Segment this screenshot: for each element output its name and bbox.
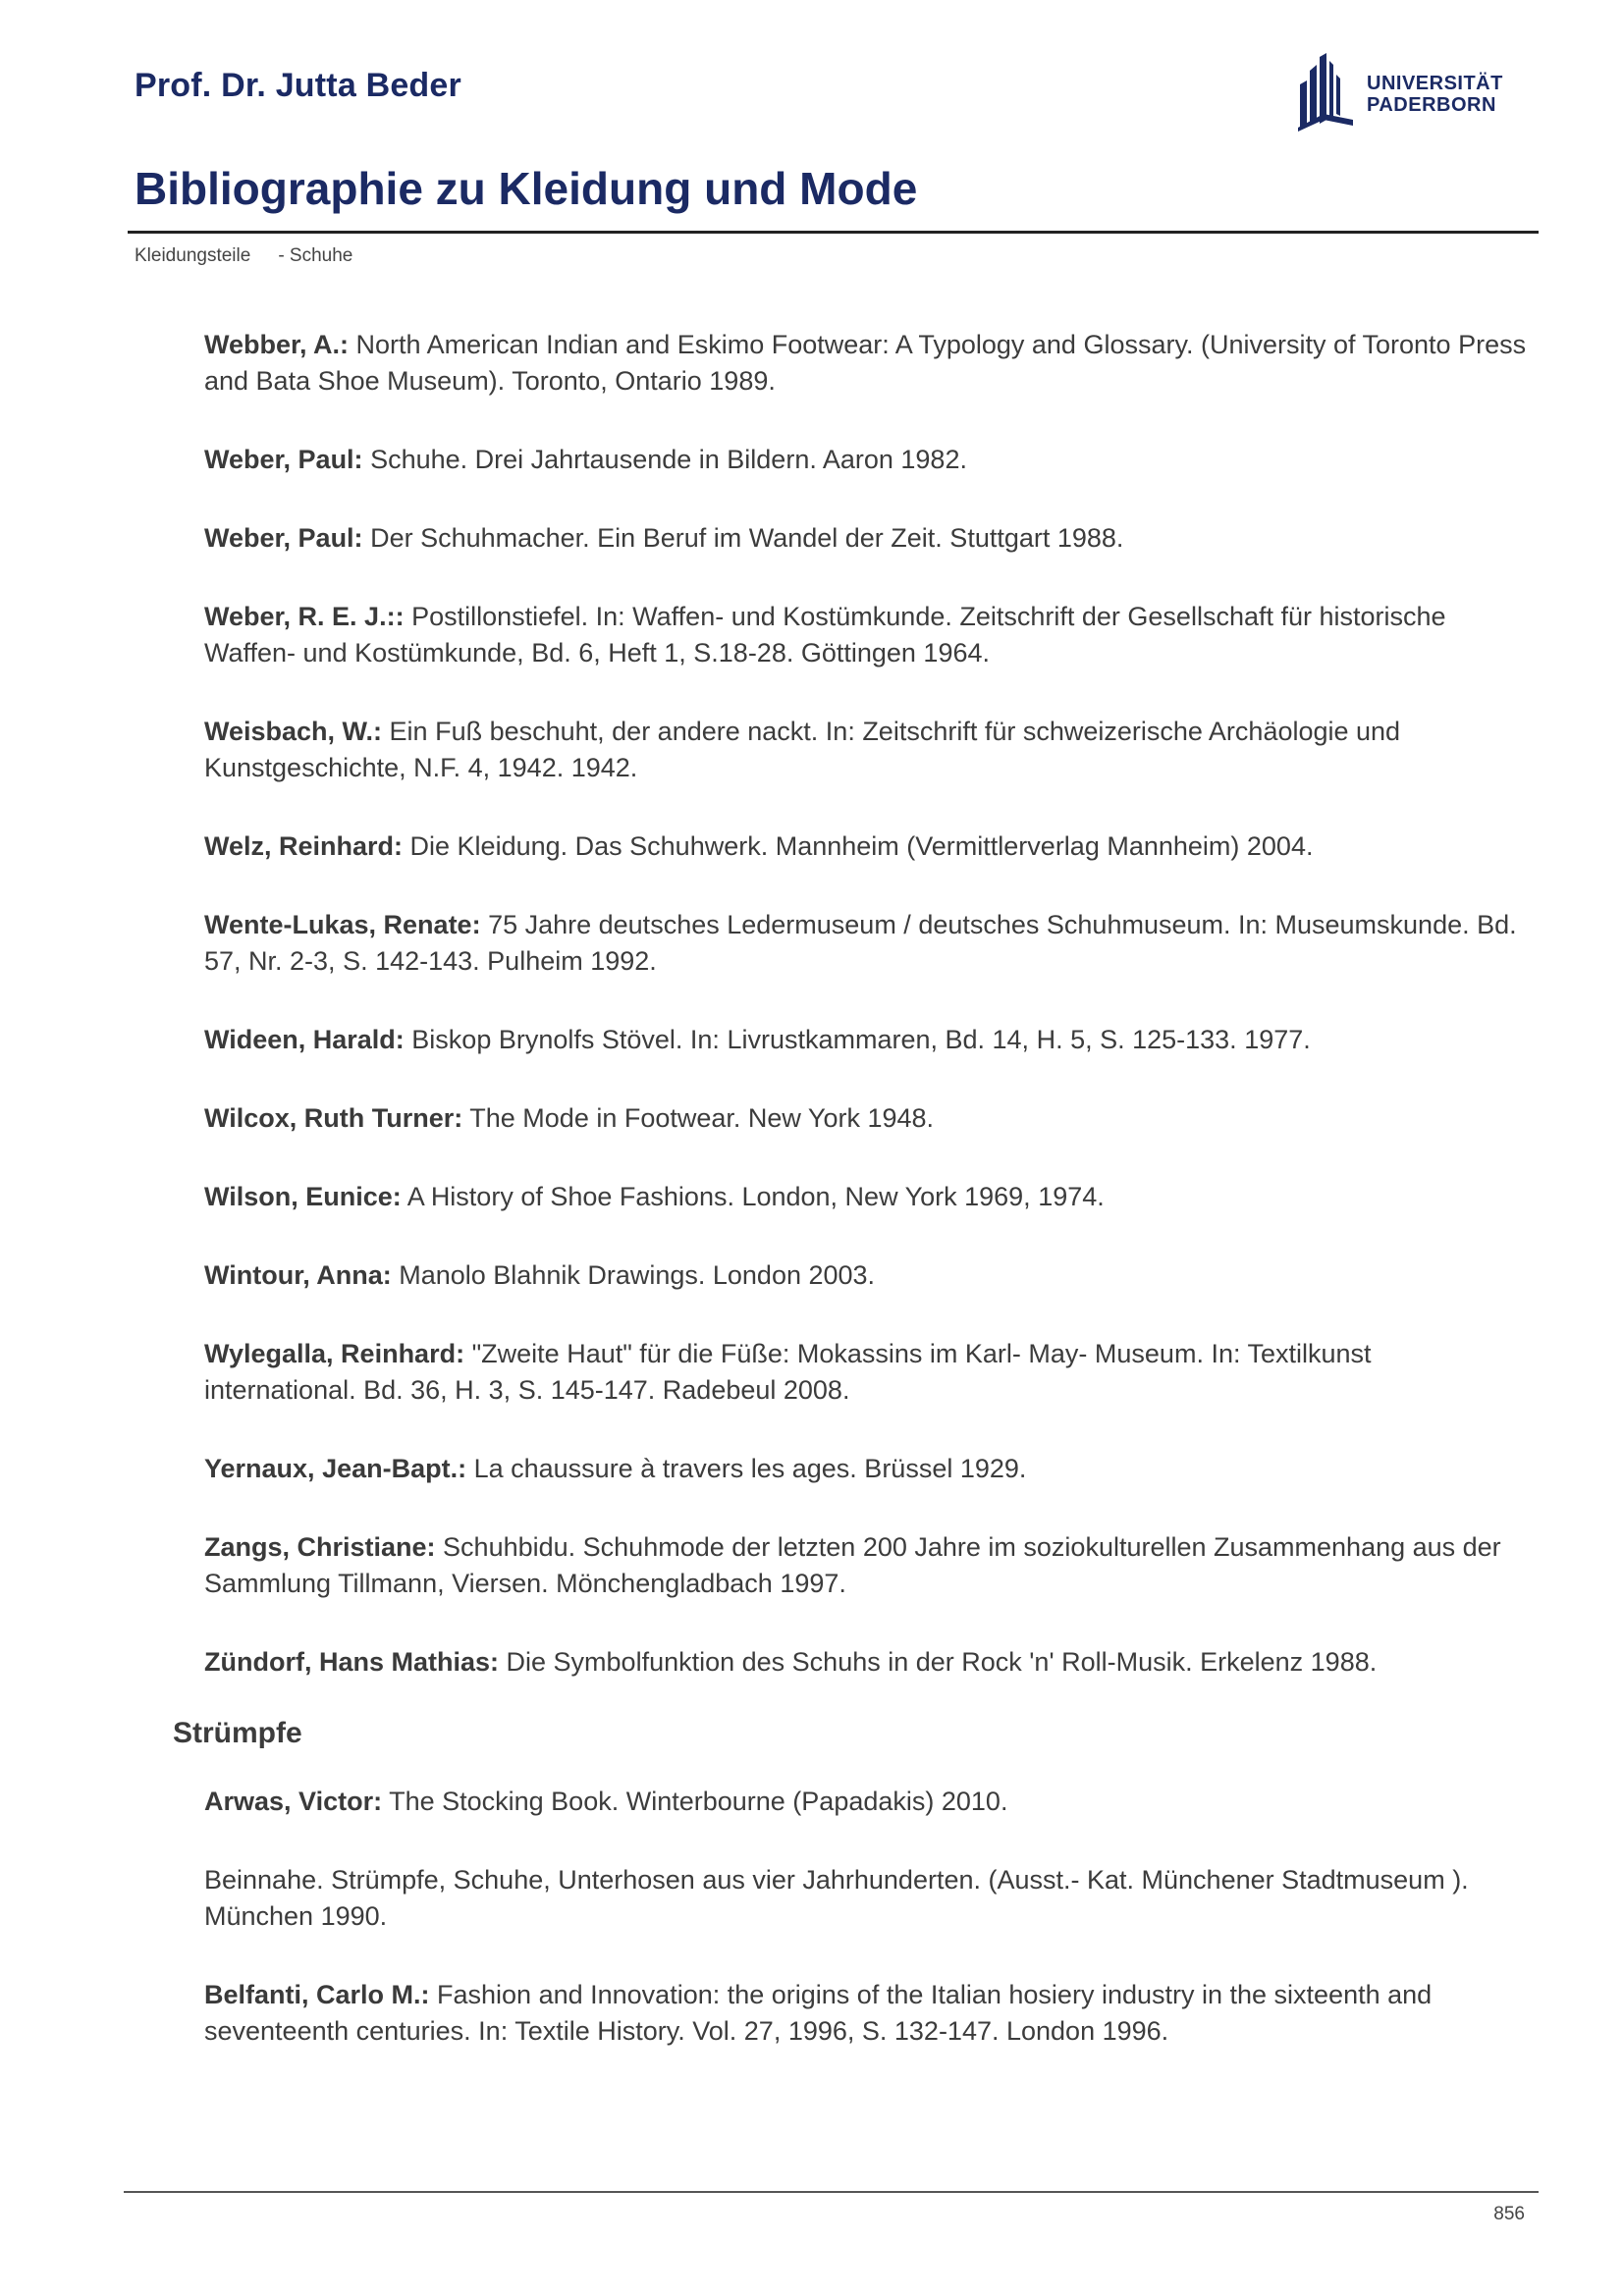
- breadcrumb: [135, 245, 352, 267]
- entry-text: Beinnahe. Strümpfe, Schuhe, Unterhosen aus vier Jahrhunderten. (Ausst.- Kat. Münchener Stadtmuseum ). München 1990.: [204, 1865, 1469, 1931]
- entry-text: Biskop Brynolfs Stövel. In: Livrustkammaren, Bd. 14, H. 5, S. 125-133. 1977.: [404, 1025, 1311, 1054]
- entry-author: Wente-Lukas, Renate:: [204, 910, 481, 939]
- bibliography-entry: [204, 907, 1530, 980]
- entry-author: Belfanti, Carlo M.:: [204, 1980, 430, 2009]
- entry-text: Der Schuhmacher. Ein Beruf im Wandel der Zeit. Stuttgart 1988.: [362, 523, 1124, 553]
- section-heading-stockings: Strümpfe: [173, 1717, 302, 1749]
- footer-divider: [124, 2191, 1539, 2193]
- logo-line-1: UNIVERSITÄT: [1367, 73, 1503, 94]
- bibliography-entry: [204, 1784, 1530, 1820]
- bibliography-list: [173, 327, 1530, 2092]
- entry-text: Schuhbidu. Schuhmode der letzten 200 Jahre im soziokulturellen Zusammenhang aus der Sammlung Tillmann, Viersen. Mönchengladbach 1997.: [204, 1532, 1501, 1598]
- bibliography-entry: [204, 1977, 1530, 2050]
- document-title: Bibliographie zu Kleidung und Mode: [135, 163, 918, 214]
- entry-text: Fashion and Innovation: the origins of the Italian hosiery industry in the sixteenth and seventeenth centuries. In: Textile History. Vol. 27, 1996, S. 132-147. London 1996.: [204, 1980, 1433, 2046]
- entry-text: Schuhe. Drei Jahrtausende in Bildern. Aaron 1982.: [362, 445, 967, 474]
- entry-author: Wilson, Eunice:: [204, 1182, 402, 1211]
- bibliography-entry: [204, 1022, 1530, 1058]
- entry-author: Arwas, Victor:: [204, 1787, 383, 1816]
- author-name: Prof. Dr. Jutta Beder: [135, 67, 461, 104]
- bibliography-entry: [204, 1100, 1530, 1137]
- entry-author: Wideen, Harald:: [204, 1025, 405, 1054]
- entry-author: Wintour, Anna:: [204, 1260, 392, 1290]
- entry-text: North American Indian and Eskimo Footwear: A Typology and Glossary. (University of Toronto Press and Bata Shoe Museum). Toronto, Ontario 1989.: [204, 330, 1527, 396]
- entry-text: A History of Shoe Fashions. London, New York 1969, 1974.: [401, 1182, 1105, 1211]
- bibliography-entry: [204, 828, 1530, 865]
- bibliography-entry: [204, 1644, 1530, 1681]
- bibliography-entry: [204, 1257, 1530, 1294]
- bibliography-entry: [204, 1862, 1530, 1935]
- bibliography-entry: [204, 1529, 1530, 1602]
- university-logo-text: [1367, 73, 1503, 116]
- entry-author: Zündorf, Hans Mathias:: [204, 1647, 500, 1677]
- breadcrumb-subcategory: - Schuhe: [278, 245, 353, 266]
- bibliography-entry: [204, 1336, 1530, 1409]
- entry-author: Weber, Paul:: [204, 523, 363, 553]
- bibliography-entry: [204, 442, 1530, 478]
- bibliography-entry: [204, 327, 1530, 400]
- university-logo-icon: [1294, 51, 1357, 132]
- entry-author: Webber, A.:: [204, 330, 350, 359]
- entry-author: Weber, Paul:: [204, 445, 363, 474]
- entry-text: 75 Jahre deutsches Ledermuseum / deutsches Schuhmuseum. In: Museumskunde. Bd. 57, Nr. 2-3, S. 142-143. Pulheim 1992.: [204, 910, 1517, 976]
- entry-author: Wilcox, Ruth Turner:: [204, 1103, 463, 1133]
- entry-text: Die Symbolfunktion des Schuhs in der Rock 'n' Roll-Musik. Erkelenz 1988.: [499, 1647, 1378, 1677]
- entry-author: Welz, Reinhard:: [204, 831, 404, 861]
- bibliography-entry: [204, 1451, 1530, 1487]
- bibliography-entry: [204, 599, 1530, 671]
- entry-text: Postillonstiefel. In: Waffen- und Kostümkunde. Zeitschrift der Gesellschaft für historische Waffen- und Kostümkunde, Bd. 6, Heft 1, S.18-28. Göttingen 1964.: [204, 602, 1446, 667]
- header-divider: [128, 231, 1539, 234]
- entry-text: Ein Fuß beschuht, der andere nackt. In: Zeitschrift für schweizerische Archäologie und Kunstgeschichte, N.F. 4, 1942. 1942.: [204, 717, 1401, 782]
- entry-text: La chaussure à travers les ages. Brüssel 1929.: [466, 1454, 1027, 1483]
- entry-text: Manolo Blahnik Drawings. London 2003.: [391, 1260, 876, 1290]
- entry-text: Die Kleidung. Das Schuhwerk. Mannheim (Vermittlerverlag Mannheim) 2004.: [403, 831, 1314, 861]
- entry-text: The Mode in Footwear. New York 1948.: [462, 1103, 935, 1133]
- bibliography-entry: [204, 714, 1530, 786]
- logo-line-2: PADERBORN: [1367, 94, 1496, 116]
- entry-author: Wylegalla, Reinhard:: [204, 1339, 465, 1368]
- university-logo: [1294, 51, 1530, 132]
- entry-text: The Stocking Book. Winterbourne (Papadakis) 2010.: [382, 1787, 1008, 1816]
- bibliography-entry: [204, 1179, 1530, 1215]
- breadcrumb-category: Kleidungsteile: [135, 245, 251, 266]
- entry-author: Zangs, Christiane:: [204, 1532, 436, 1562]
- page-number: 856: [1493, 2204, 1525, 2224]
- entry-author: Yernaux, Jean-Bapt.:: [204, 1454, 467, 1483]
- bibliography-entry: [204, 520, 1530, 557]
- entry-text: "Zweite Haut" für die Füße: Mokassins im Karl- May- Museum. In: Textilkunst international. Bd. 36, H. 3, S. 145-147. Radebeul 2008.: [204, 1339, 1372, 1405]
- entry-author: Weber, R. E. J.::: [204, 602, 405, 631]
- entry-author: Weisbach, W.:: [204, 717, 383, 746]
